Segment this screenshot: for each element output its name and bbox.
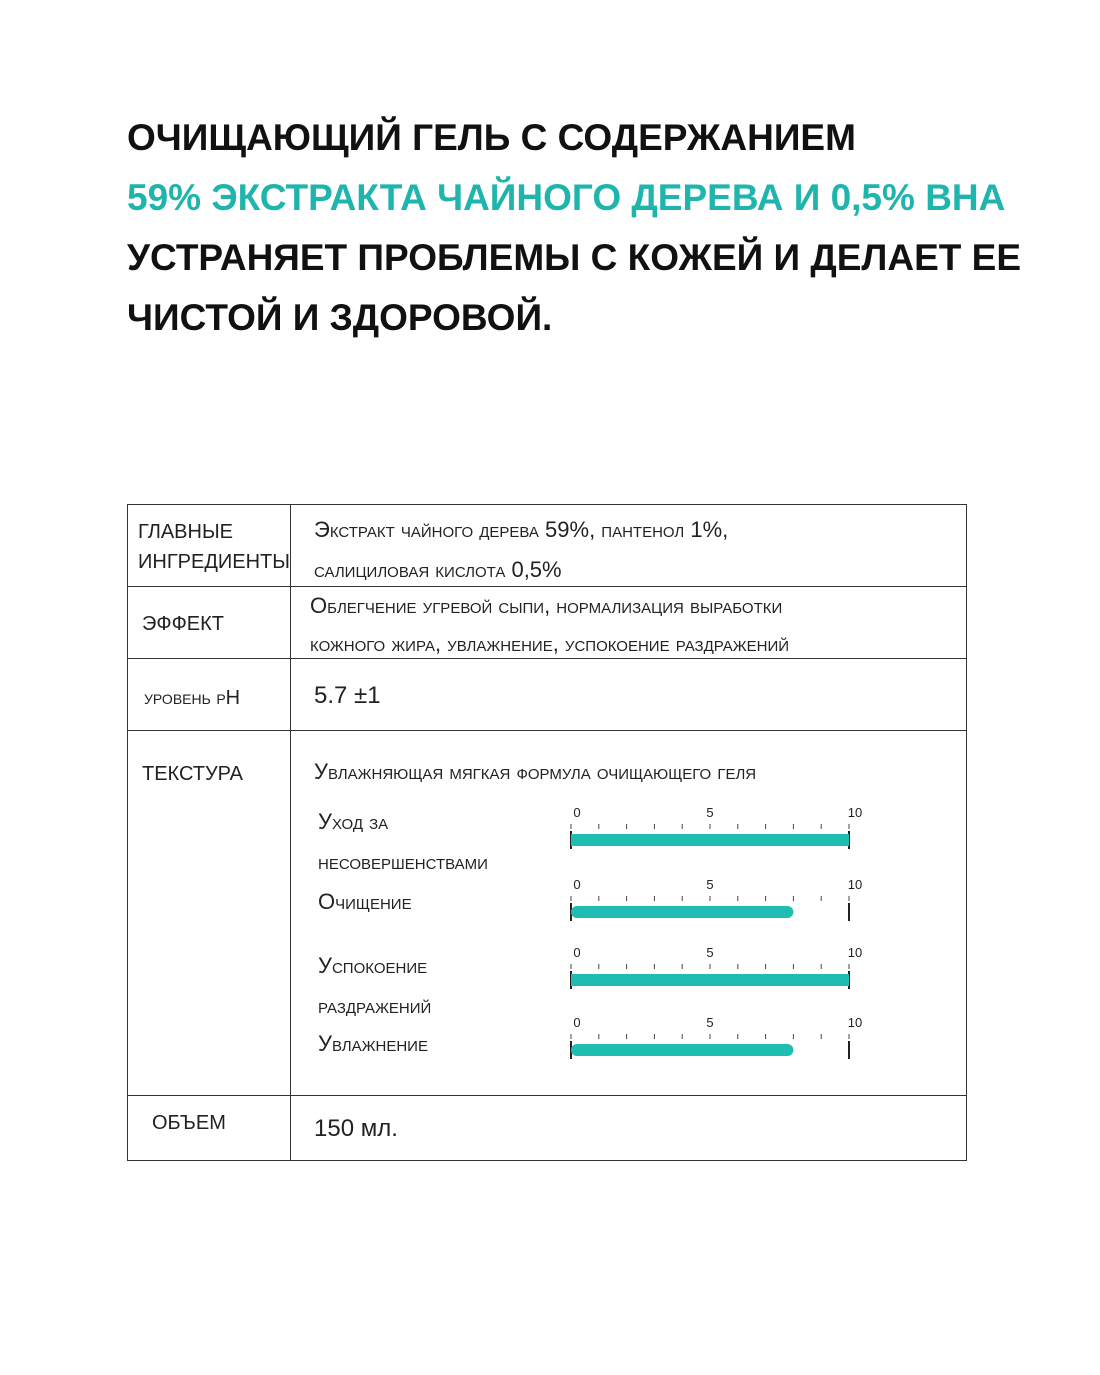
tick-label: 5: [706, 805, 714, 820]
scale-category-label: Очищение: [318, 889, 412, 914]
tick-label: 0: [573, 877, 581, 892]
effect-value-line-1: Облегчение угревой сыпи, нормализация выработки: [310, 593, 783, 618]
tick-label: 5: [706, 1015, 714, 1030]
rating-scale: [568, 801, 868, 851]
headline: [127, 108, 1027, 348]
tick-label: 5: [706, 877, 714, 892]
ingredients-label-line-1: ГЛАВНЫЕ: [138, 521, 233, 543]
rating-scale-svg: [568, 801, 868, 853]
scale-category-label: Увлажнение: [318, 1031, 428, 1056]
spec-table: [127, 504, 967, 1161]
tick-label: 10: [847, 1015, 863, 1030]
tick-label: 10: [847, 805, 863, 820]
scale-category-label: Успокоение: [318, 953, 428, 978]
scale-category-label: раздражений: [318, 993, 432, 1018]
headline-line-1: ОЧИЩАЮЩИЙ ГЕЛЬ С СОДЕРЖАНИЕМ: [127, 117, 856, 158]
texture-label: ТЕКСТУРА: [142, 763, 244, 785]
rating-bar: [571, 834, 849, 846]
headline-line-3: УСТРАНЯЕТ ПРОБЛЕМЫ С КОЖЕЙ И ДЕЛАЕТ ЕЕ: [127, 237, 1022, 278]
rating-scale-svg: [568, 1011, 868, 1063]
rating-scale: [568, 1011, 868, 1061]
column-divider: [290, 505, 291, 1160]
ingredients-label-line-2: ИНГРЕДИЕНТЫ: [138, 551, 290, 573]
volume-value: 150 мл.: [314, 1115, 398, 1142]
tick-label: 0: [573, 805, 581, 820]
rating-scale: [568, 941, 868, 991]
effect-value-line-2: кожного жира, увлажнение, успокоение раздражений: [310, 631, 790, 656]
row-ph: [128, 659, 966, 731]
scale-category-label: несовершенствами: [318, 849, 488, 874]
rating-scale: [568, 873, 868, 923]
ph-label: уровень pH: [144, 687, 241, 709]
tick-label: 5: [706, 945, 714, 960]
volume-label: ОБЪЕМ: [152, 1112, 226, 1134]
row-texture: [128, 731, 966, 1096]
ph-value: 5.7 ±1: [314, 682, 381, 709]
rating-bar: [571, 906, 793, 918]
scale-category-label: Уход за: [318, 809, 389, 834]
rating-bar: [571, 1044, 793, 1056]
tick-label: 10: [847, 877, 863, 892]
tick-label: 10: [847, 945, 863, 960]
texture-value: Увлажняющая мягкая формула очищающего геля: [314, 759, 757, 784]
rating-scale-svg: [568, 941, 868, 993]
tick-label: 0: [573, 945, 581, 960]
rating-scale-svg: [568, 873, 868, 925]
row-effect: [128, 587, 966, 659]
headline-line-4: ЧИСТОЙ И ЗДОРОВОЙ.: [127, 297, 553, 338]
ingredients-value-line-1: Экстракт чайного дерева 59%, пантенол 1%,: [314, 517, 729, 542]
tick-label: 0: [573, 1015, 581, 1030]
row-volume: [128, 1096, 966, 1160]
rating-bar: [571, 974, 849, 986]
row-ingredients: [128, 505, 966, 587]
ingredients-value-line-2: салициловая кислота 0,5%: [314, 557, 562, 582]
effect-label: ЭФФЕКТ: [142, 613, 224, 635]
headline-line-2-accent: 59% ЭКСТРАКТА ЧАЙНОГО ДЕРЕВА И 0,5% ВНА: [127, 177, 1006, 218]
